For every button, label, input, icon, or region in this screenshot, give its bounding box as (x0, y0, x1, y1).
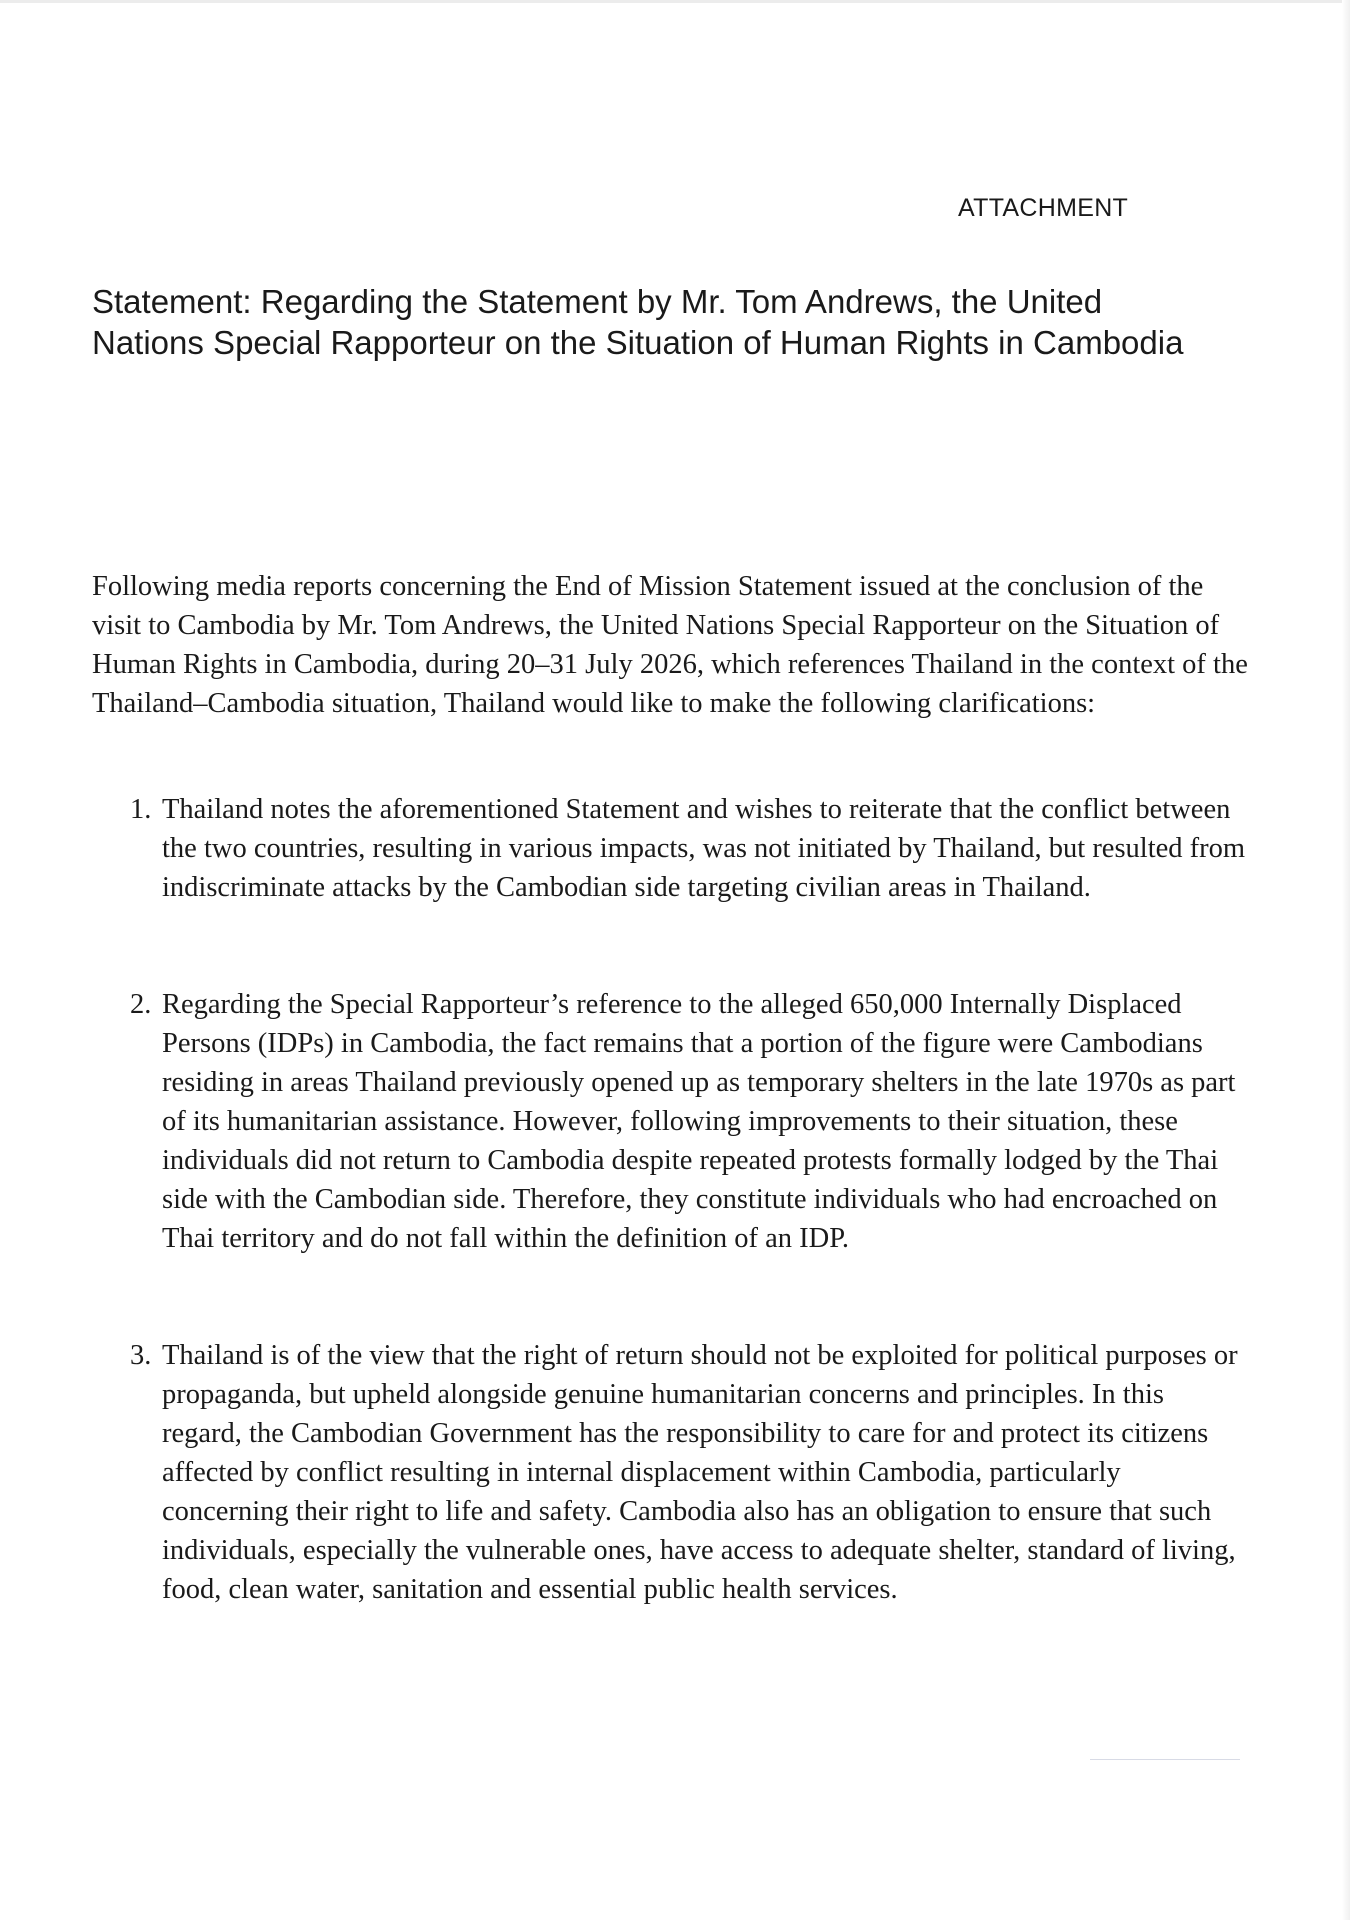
intro-paragraph: Following media reports concerning the End of Mission Statement issued at the conclusion of the visit to Cambodia by Mr. Tom Andrews, the United Nations Special Rapporteur on the Situation of Human Rights in Cambodia, during 20–31 July 2026, which references Thailand in the context of the Thailand–Cambodia situation, Thailand would like to make the following clarifications: (92, 571, 1248, 719)
list-item (130, 985, 1250, 1258)
page-top-edge (0, 0, 1350, 3)
scan-artifact-line (1090, 1759, 1240, 1760)
attachment-label: ATTACHMENT (958, 194, 1129, 222)
page-right-edge (1342, 0, 1350, 1920)
list-item-number: 2. (130, 989, 152, 1020)
list-item-number: 1. (130, 794, 152, 825)
list-item-text: Thailand notes the aforementioned Statement and wishes to reiterate that the conflict between the two countries, resulting in various impacts, was not initiated by Thailand, but resulted from indiscriminate attacks by the Cambodian side targeting civilian areas in Thailand. (162, 794, 1246, 903)
list-item (130, 1336, 1250, 1609)
list-item-text: Regarding the Special Rapporteur’s reference to the alleged 650,000 Internally Displaced Persons (IDPs) in Cambodia, the fact remains that a portion of the figure were Cambodians residing in areas Thailand previously opened up as temporary shelters in the late 1970s as part of its humanitarian assistance. However, following improvements to their situation, these individuals did not return to Cambodia despite repeated protests formally lodged by the Thai side with the Cambodian side. Therefore, they constitute individuals who had encroached on Thai territory and do not fall within the definition of an IDP. (162, 989, 1236, 1254)
list-item (130, 790, 1250, 907)
document-title: Statement: Regarding the Statement by Mr. Tom Andrews, the United Nations Special Rapporteur on the Situation of Human Rights in Cambodia (92, 283, 1184, 361)
list-item-number: 3. (130, 1340, 152, 1371)
list-item-text: Thailand is of the view that the right of return should not be exploited for political purposes or propaganda, but upheld alongside genuine humanitarian concerns and principles. In this regard, the Cambodian Government has the responsibility to care for and protect its citizens affected by conflict resulting in internal displacement within Cambodia, particularly concerning their right to life and safety. Cambodia also has an obligation to ensure that such individuals, especially the vulnerable ones, have access to adequate shelter, standard of living, food, clean water, sanitation and essential public health services. (162, 1340, 1238, 1605)
